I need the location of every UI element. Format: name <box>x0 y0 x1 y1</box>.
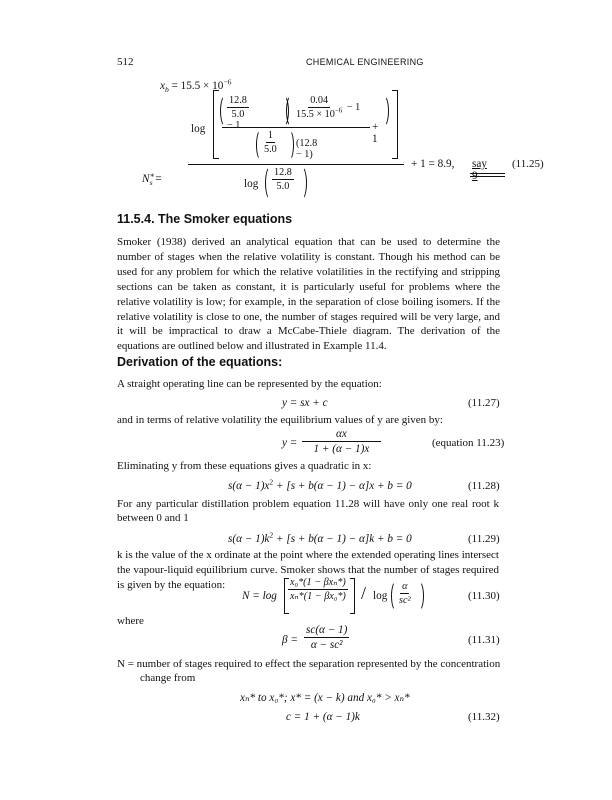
running-head: CHEMICAL ENGINEERING <box>306 57 424 67</box>
fraction-12.8-over-5.0: $\frac{12.8}{5.0}$ − 1 <box>227 95 247 131</box>
fraction-0.04: $\frac{0.04}{15.5 \times 10^{-6}}$ − 1 <box>296 95 361 120</box>
equation-11-31-fraction: $\frac{sc(\alpha - 1)}{\text{α − sc²}}$ <box>306 624 348 651</box>
derivation-text-3: Eliminating y from these equations gives a quadratic in x: <box>117 460 372 472</box>
equation-range: xₙ* to x₀*; x* = (x − k) and x₀* > xₙ* <box>240 692 410 704</box>
ns-lhs: $N^∗_s$ = <box>142 170 162 188</box>
equation-11-30-log: log <box>373 590 388 602</box>
paren-term: (12.8 − 1) <box>296 138 318 160</box>
equation-11-30-alpha-fraction: $\frac{\alpha}{\text{sc²}}$ <box>399 581 411 606</box>
derivation-text-4b: between 0 and 1 <box>117 512 189 524</box>
double-underline <box>470 173 505 177</box>
fraction-den-12.8: $\frac{12.8}{5.0}$ <box>274 167 292 192</box>
derivation-text-2: and in terms of relative volatility the equilibrium values of y are given by: <box>117 414 443 426</box>
say-nine: say 9 <box>472 158 487 182</box>
eq-number-11-29: (11.29) <box>468 533 500 545</box>
result-value: + 1 = 8.9, <box>411 158 455 170</box>
right-bracket <box>392 90 398 159</box>
derivation-text-6a: N = number of stages required to effect the separation represented by the concentration <box>117 658 501 670</box>
paren-right-4 <box>296 166 307 200</box>
derivation-text-1: A straight operating line can be represented by the equation: <box>117 378 382 390</box>
eq-number-11-32: (11.32) <box>468 711 500 723</box>
fraction-one-over-five: $\frac{1}{5.0}$ <box>264 130 277 155</box>
section-paragraph: Smoker (1938) derived an analytical equation that can be used to determine the number of stages when the relative volatility is constant. Though his method can be used for any problem for which the relative volatilities in the rectifying and stripping sections can be taken as constant, it is particularly useful for problems where the relative volatility is low; for example, in the separation of close boiling isomers. If the relative volatility is close to one, the number of stages required will be very large, and it will be impractical to draw a McCabe-Thiele diagram. The derivation of the equations are outlined below and illustrated in Example 11.4. <box>117 236 500 353</box>
den-log: log <box>244 178 259 190</box>
eq-number-11-25: (11.25) <box>512 158 544 170</box>
equation-11-28: $s(\alpha - 1)x^2 + [s + b(\alpha - 1) - \alpha]x + b = 0$ <box>228 477 412 492</box>
equation-11-23-lhs: y = <box>282 437 298 449</box>
inner-fraction-bar <box>222 127 370 128</box>
plus-one: + 1 <box>372 121 379 145</box>
where-label: where <box>117 615 144 627</box>
equation-11-29: $s(\alpha - 1)k^2 + [s + b(\alpha - 1) - \alpha]k + b = 0$ <box>228 530 412 545</box>
paren-right-3 <box>285 130 294 160</box>
equation-11-31-lhs: β = <box>282 634 298 646</box>
section-heading: 11.5.4. The Smoker equations <box>117 212 293 226</box>
eq-number-11-23: (equation 11.23) <box>432 437 505 449</box>
equation-11-30-slash: / <box>361 583 367 603</box>
equation-11-30-fraction: $\frac{\text{x₀*(1 − βxₙ*)}}{\text{xₙ*(1 − βx₀*)}}$ <box>290 577 346 602</box>
derivation-text-4a: For any particular distillation problem equation 11.28 will have only one real root k <box>117 498 499 510</box>
derivation-heading: Derivation of the equations: <box>117 355 283 369</box>
paren-right-2 <box>378 95 389 127</box>
xb-equation: $x_b = 15.5 \times 10^{-6}$ <box>160 77 232 95</box>
page-number: 512 <box>117 56 134 68</box>
outer-log: log <box>191 123 206 135</box>
left-bracket <box>213 90 219 159</box>
eq-number-11-28: (11.28) <box>468 480 500 492</box>
derivation-text-5: k is the value of the x ordinate at the point where the extended operating lines intersect the vapour-liquid equilibrium curve. Smoker shows that the number of stages required is given by the equation: <box>117 549 499 591</box>
paren-11-30-right <box>414 581 424 611</box>
main-fraction-bar <box>188 164 404 165</box>
eq-number-11-27: (11.27) <box>468 397 500 409</box>
derivation-text-6b: change from <box>140 672 196 684</box>
equation-11-30-lhs: N = log <box>242 590 277 602</box>
equation-11-32: c = 1 + (α − 1)k <box>286 711 360 723</box>
equation-11-23-fraction: $\frac{\alpha x}{1 + (\alpha - 1)x}$ <box>302 428 381 455</box>
eq-number-11-30: (11.30) <box>468 590 500 602</box>
equation-11-27: y = sx + c <box>282 397 328 409</box>
eq-number-11-31: (11.31) <box>468 634 500 646</box>
bracket-11-30-right <box>350 578 355 614</box>
